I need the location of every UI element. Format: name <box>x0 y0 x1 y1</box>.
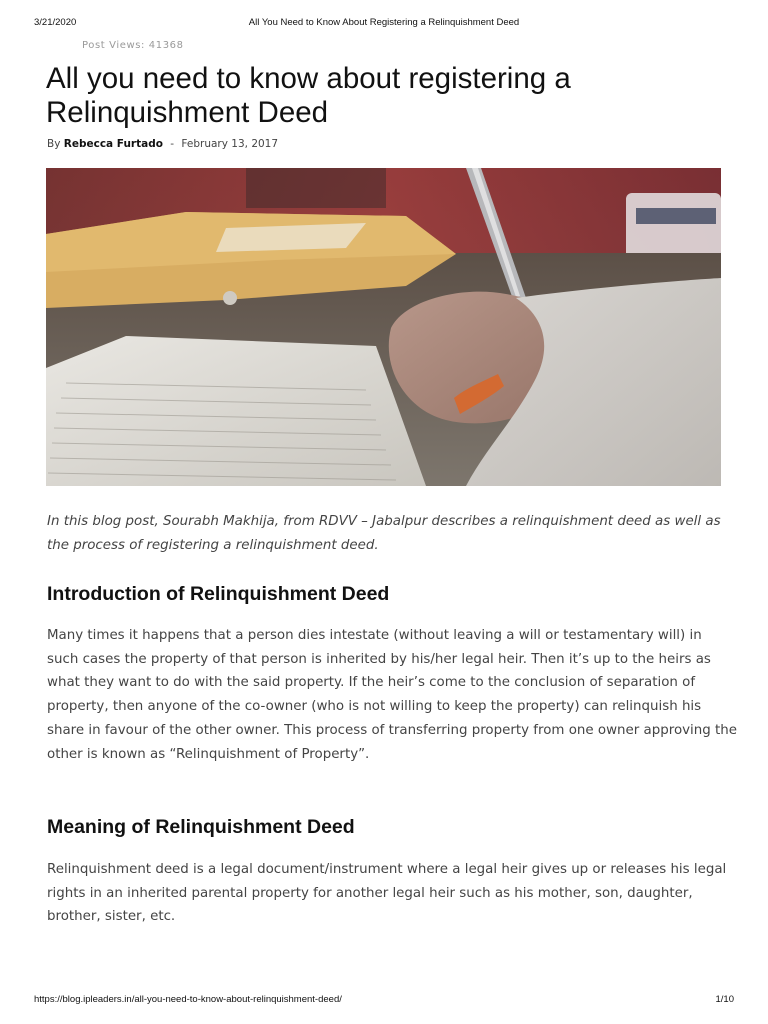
page-number: 1/10 <box>715 994 734 1005</box>
print-header <box>0 17 768 31</box>
print-document-title: All You Need to Know About Registering a Relinquishment Deed <box>248 17 520 28</box>
article-title: All you need to know about registering a Relinquishment Deed <box>46 62 571 129</box>
article-intro: In this blog post, Sourabh Makhija, from RDVV – Jabalpur describes a relinquishment deed as well as the process of registering a relinquishment deed. <box>47 514 721 553</box>
byline-prefix: By <box>47 138 61 150</box>
hero-image <box>46 168 721 486</box>
section-heading-meaning: Meaning of Relinquishment Deed <box>47 816 355 838</box>
section-body-meaning: Relinquishment deed is a legal document/instrument where a legal heir gives up or releases his legal rights in an inherited parental property for another legal heir such as his mother, son, daughter, brother, sister, etc. <box>47 862 727 925</box>
post-views: Post Views: 41368 <box>82 40 184 51</box>
section-heading-introduction: Introduction of Relinquishment Deed <box>47 583 390 605</box>
byline-separator: - <box>170 138 175 150</box>
byline <box>47 138 278 150</box>
page-url: https://blog.ipleaders.in/all-you-need-to-know-about-relinquishment-deed/ <box>34 994 342 1005</box>
section-body-introduction: Many times it happens that a person dies intestate (without leaving a will or testamentary will) in such cases the property of that person is inherited by his/her legal heir. Then it’s up to the heirs as what they want to do with the said property. If the heir’s come to the conclusion of separation of property, then anyone of the co-owner (who is not willing to keep the property) can relinquish his share in favour of the other owner. This process of transferring property from one owner approving the other is known as “Relinquishment of Property”. <box>47 628 737 762</box>
hero-image-illustration <box>46 168 721 486</box>
print-date: 3/21/2020 <box>34 17 77 28</box>
print-footer <box>0 994 768 1008</box>
publish-date: February 13, 2017 <box>181 138 279 150</box>
author-link[interactable]: Rebecca Furtado <box>63 138 163 150</box>
